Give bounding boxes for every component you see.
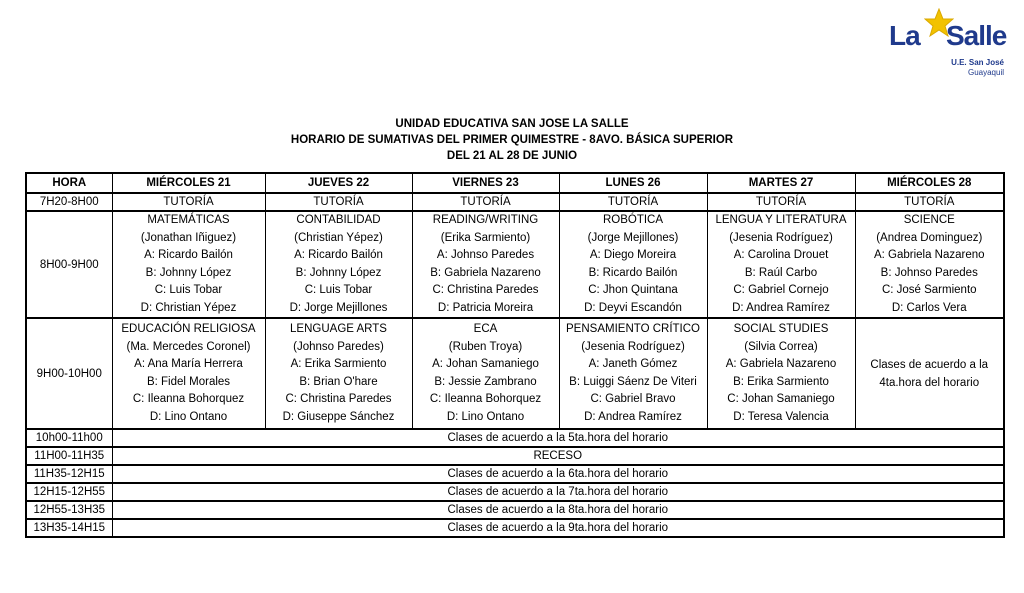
logo-subtitle: U.E. San José xyxy=(951,58,1004,67)
tutoria-cell: TUTORÍA xyxy=(112,193,265,211)
section-teacher: C: Gabriel Bravo xyxy=(590,393,676,405)
schedule-body xyxy=(26,173,1004,537)
section-teacher: B: Fidel Morales xyxy=(146,375,231,388)
section-teacher: A: Diego Moreira xyxy=(589,249,677,261)
subject-name: PENSAMIENTO CRÍTICO xyxy=(566,323,700,335)
section-teacher: A: Johnso Paredes xyxy=(436,249,535,261)
subject-name: MATEMÁTICAS xyxy=(147,214,230,226)
exam-cell xyxy=(412,318,559,429)
section-teacher: D: Patricia Moreira xyxy=(437,301,534,314)
section-teacher: D: Andrea Ramírez xyxy=(584,410,682,423)
header-cell: MIÉRCOLES 21 xyxy=(112,173,265,193)
tutoria-cell: TUTORÍA xyxy=(707,193,855,211)
block1-row xyxy=(26,211,1004,318)
title-schedule: HORARIO DE SUMATIVAS DEL PRIMER QUIMESTRE - 8AVO. BÁSICA SUPERIOR xyxy=(290,134,734,146)
subject-name: ECA xyxy=(473,323,498,335)
tutoria-cell: TUTORÍA xyxy=(855,193,1004,211)
header-cell: MARTES 27 xyxy=(707,173,855,193)
coordinator-name: (Silvia Correa) xyxy=(744,340,818,353)
section-teacher: A: Carolina Drouet xyxy=(733,249,829,261)
section-teacher: D: Andrea Ramírez xyxy=(732,301,830,314)
time-cell: 9H00-10H00 xyxy=(26,318,112,429)
tutoria-cell: TUTORÍA xyxy=(412,193,559,211)
exam-cell xyxy=(265,318,412,429)
section-teacher: D: Teresa Valencia xyxy=(733,410,829,423)
subject-name: LENGUA Y LITERATURA xyxy=(715,214,847,226)
logo-word-la: La xyxy=(889,20,920,51)
header-cell: HORA xyxy=(26,173,112,193)
logo-city: Guayaquil xyxy=(967,68,1004,77)
section-teacher: B: Jessie Zambrano xyxy=(434,375,537,388)
schedule-row xyxy=(26,447,1004,465)
section-teacher: C: Ileanna Bohorquez xyxy=(429,393,542,405)
section-teacher: A: Ricardo Bailón xyxy=(294,249,383,261)
time-cell: 7H20-8H00 xyxy=(26,193,112,211)
document-titles xyxy=(0,116,1024,164)
section-teacher: C: Johan Samaniego xyxy=(727,393,835,405)
header-cell: MIÉRCOLES 28 xyxy=(855,173,1004,193)
section-teacher: A: Gabriela Nazareno xyxy=(873,249,985,261)
coordinator-name: (Ruben Troya) xyxy=(448,340,523,353)
tutoria-row xyxy=(26,193,1004,211)
subject-name: READING/WRITING xyxy=(432,214,539,226)
header-cell: LUNES 26 xyxy=(559,173,707,193)
section-teacher: C: Jhon Quintana xyxy=(588,284,678,296)
exam-cell xyxy=(707,211,855,318)
section-teacher: A: Johan Samaniego xyxy=(432,358,539,370)
note-text: Clases de acuerdo a la 4ta.hora del horario xyxy=(870,358,989,389)
subject-name: SCIENCE xyxy=(903,214,955,226)
title-school: UNIDAD EDUCATIVA SAN JOSE LA SALLE xyxy=(395,118,629,130)
coordinator-name: (Erika Sarmiento) xyxy=(440,231,531,244)
tutoria-cell: TUTORÍA xyxy=(265,193,412,211)
subject-name: CONTABILIDAD xyxy=(296,214,381,226)
section-teacher: B: Raúl Carbo xyxy=(744,266,818,279)
time-cell: 10h00-11h00 xyxy=(26,429,112,447)
section-teacher: D: Carlos Vera xyxy=(891,301,967,314)
subject-name: LENGUAGE ARTS xyxy=(290,323,387,335)
section-teacher: B: Johnny López xyxy=(145,266,232,279)
section-teacher: D: Christian Yépez xyxy=(140,301,237,314)
exam-cell xyxy=(412,211,559,318)
section-teacher: C: Christina Paredes xyxy=(432,284,539,296)
section-teacher: C: Luis Tobar xyxy=(304,284,373,296)
span-cell: Clases de acuerdo a la 6ta.hora del horario xyxy=(112,465,1004,483)
coordinator-name: (Christian Yépez) xyxy=(294,231,383,244)
section-teacher: C: Gabriel Cornejo xyxy=(733,284,829,296)
section-teacher: D: Deyvi Escandón xyxy=(584,301,682,314)
header-row xyxy=(26,173,1004,193)
coordinator-name: (Johnso Paredes) xyxy=(293,340,384,353)
subject-name: ROBÓTICA xyxy=(602,214,664,226)
time-cell: 11H35-12H15 xyxy=(26,465,112,483)
section-teacher: A: Janeth Gómez xyxy=(588,358,678,370)
exam-cell xyxy=(707,318,855,429)
subject-name: SOCIAL STUDIES xyxy=(733,323,829,335)
la-salle-logo xyxy=(884,6,1014,90)
time-cell: 13H35-14H15 xyxy=(26,519,112,537)
schedule-row xyxy=(26,483,1004,501)
schedule-table xyxy=(25,172,1005,538)
block2-row xyxy=(26,318,1004,429)
coordinator-name: (Jorge Mejillones) xyxy=(587,231,679,244)
section-teacher: D: Lino Ontano xyxy=(149,410,228,423)
title-dates: DEL 21 AL 28 DE JUNIO xyxy=(446,150,578,162)
header-cell: VIERNES 23 xyxy=(412,173,559,193)
section-teacher: B: Johnny López xyxy=(295,266,382,279)
coordinator-name: (Jesenia Rodríguez) xyxy=(729,231,833,244)
section-teacher: A: Erika Sarmiento xyxy=(290,358,387,370)
exam-cell xyxy=(112,318,265,429)
section-teacher: A: Gabriela Nazareno xyxy=(725,358,837,370)
exam-cell xyxy=(559,211,707,318)
section-teacher: D: Jorge Mejillones xyxy=(289,301,388,314)
schedule-row xyxy=(26,519,1004,537)
exam-cell xyxy=(265,211,412,318)
tutoria-cell: TUTORÍA xyxy=(559,193,707,211)
time-cell: 11H00-11H35 xyxy=(26,447,112,465)
section-teacher: A: Ana María Herrera xyxy=(134,358,243,370)
section-teacher: D: Giuseppe Sánchez xyxy=(282,410,395,423)
schedule-row xyxy=(26,429,1004,447)
span-cell: Clases de acuerdo a la 8ta.hora del horario xyxy=(112,501,1004,519)
span-cell: Clases de acuerdo a la 9ta.hora del horario xyxy=(112,519,1004,537)
note-cell xyxy=(855,318,1004,429)
section-teacher: C: Ileanna Bohorquez xyxy=(132,393,245,405)
coordinator-name: (Jesenia Rodríguez) xyxy=(581,340,685,353)
section-teacher: A: Ricardo Bailón xyxy=(144,249,233,261)
section-teacher: B: Ricardo Bailón xyxy=(588,266,678,279)
exam-cell xyxy=(112,211,265,318)
section-teacher: C: Luis Tobar xyxy=(154,284,223,296)
section-teacher: B: Erika Sarmiento xyxy=(733,375,829,388)
time-cell: 8H00-9H00 xyxy=(26,211,112,318)
section-teacher: B: Johnso Paredes xyxy=(880,266,978,279)
span-cell: RECESO xyxy=(112,447,1004,465)
subject-name: EDUCACIÓN RELIGIOSA xyxy=(121,323,256,335)
section-teacher: C: José Sarmiento xyxy=(881,284,977,296)
coordinator-name: (Ma. Mercedes Coronel) xyxy=(126,340,251,353)
schedule-row xyxy=(26,501,1004,519)
time-cell: 12H15-12H55 xyxy=(26,483,112,501)
exam-cell xyxy=(559,318,707,429)
schedule-row xyxy=(26,465,1004,483)
section-teacher: C: Christina Paredes xyxy=(285,393,392,405)
span-cell: Clases de acuerdo a la 7ta.hora del horario xyxy=(112,483,1004,501)
coordinator-name: (Jonathan Iñiguez) xyxy=(140,231,237,244)
time-cell: 12H55-13H35 xyxy=(26,501,112,519)
section-teacher: B: Brian O'hare xyxy=(299,375,378,388)
span-cell: Clases de acuerdo a la 5ta.hora del horario xyxy=(112,429,1004,447)
section-teacher: D: Lino Ontano xyxy=(446,410,525,423)
logo-word-salle: Salle xyxy=(946,20,1007,51)
section-teacher: B: Luiggi Sáenz De Viteri xyxy=(569,375,697,388)
exam-cell xyxy=(855,211,1004,318)
section-teacher: B: Gabriela Nazareno xyxy=(430,266,541,279)
coordinator-name: (Andrea Dominguez) xyxy=(876,231,983,244)
header-cell: JUEVES 22 xyxy=(265,173,412,193)
